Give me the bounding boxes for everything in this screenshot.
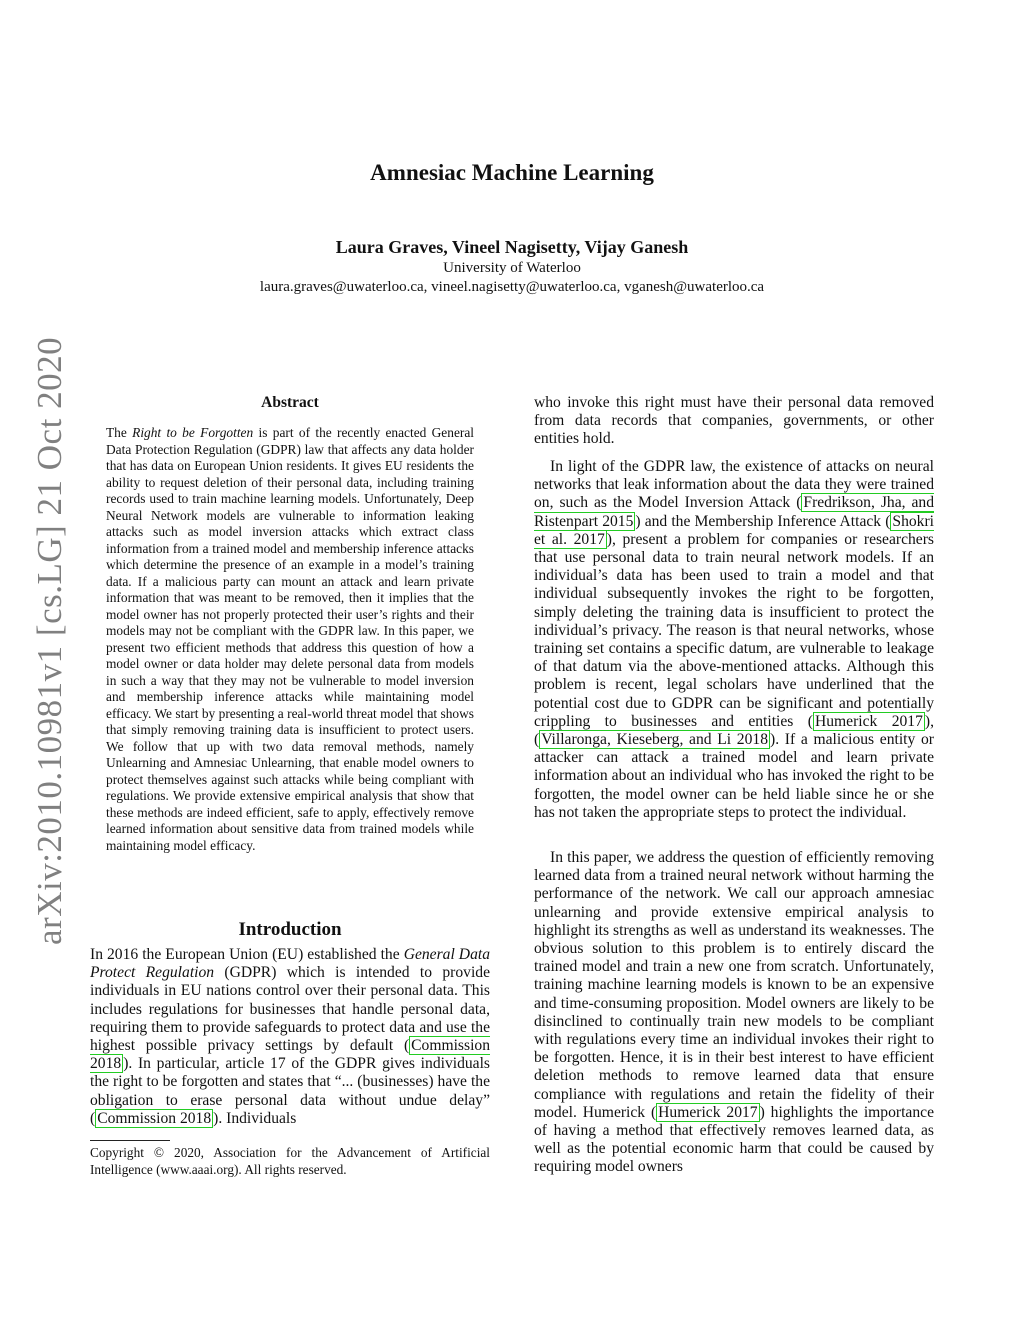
- paragraph-text: who invoke this right must have their personal data removed from data records that companies, governments, or other entities hold.: [534, 394, 934, 448]
- citation-link[interactable]: Humerick 2017: [658, 1103, 758, 1121]
- intro-text-3: ). In particular, article 17 of the GDPR gives individuals the right to be forgotten and states that “... (businesses) have the obligation to erase personal data without undue delay” (: [90, 1055, 490, 1127]
- intro-italic-term: General Data Protect Regulation: [90, 946, 490, 982]
- paragraph-text: ) and the Membership Inference Attack (: [635, 512, 891, 530]
- introduction-body: [90, 946, 490, 1128]
- abstract-heading: Abstract: [261, 394, 319, 411]
- paragraph-text: ), present a problem for companies or researchers that use personal data to train neural network models. If an individual’s data has been used to train a model and that individual subsequently invokes the right to be forgotten, simply deleting the training data is insufficient to protect the individual’s privacy. The reason is that neural networks, whose training set contains a specific datum, are vulnerable to leakage of that datum via the above-mentioned attacks. Although this problem is recent, legal scholars have underlined that the potential cost due to GDPR can be significant and potentially crippling to businesses and entities (: [534, 530, 934, 730]
- introduction-heading: Introduction: [238, 919, 342, 940]
- abstract-body: [106, 425, 474, 854]
- intro-text-1: In 2016 the European Union (EU) established the: [90, 946, 404, 963]
- paper-title: Amnesiac Machine Learning: [370, 160, 654, 185]
- copyright-footnote: Copyright © 2020, Association for the Advancement of Artificial Intelligence (www.aaai.org). All rights reserved.: [90, 1145, 490, 1177]
- paragraph-text: ),(: [534, 712, 934, 749]
- citation-link[interactable]: Shokri et al. 2017: [534, 512, 934, 548]
- citation-link[interactable]: Humerick 2017: [814, 712, 923, 730]
- right-column-paragraph-2: [534, 458, 934, 822]
- citation-link[interactable]: Commission 2018: [97, 1109, 212, 1127]
- citation-link[interactable]: Villaronga, Kieseberg, and Li 2018: [541, 731, 768, 749]
- right-column-paragraph-3: [534, 849, 934, 1177]
- paragraph-text: In this paper, we address the question of efficiently removing learned data from a trained neural network without harming the performance of the network. We call our approach amnesiac unlearning and provide extensive empirical analysis to highlight its strengths as well as understand its weaknesses. The obvious solution to this problem is to entirely discard the trained model and train a new one from scratch. Unfortunately, training machine learning models is known to be an expensive and time-consuming proposition. Model owners are likely to be disinclined to continually train new models to be compliant with regulations every time an individual invokes their right to be forgotten. Hence, it is in their best interest to have efficient deletion methods to remove learned data that ensure compliance with regulations and retain the fidelity of their model. Humerick (: [534, 849, 934, 1121]
- paragraph-text: In light of the GDPR law, the existence of attacks on neural networks that leak information about the data they were trained on, such as the Model Inversion Attack (: [534, 458, 934, 512]
- intro-text-2: (GDPR) which is intended to provide individuals in EU nations control over their personal data. This includes regulations for businesses that handle personal data, requiring them to provide safeguards to protect data and use the highest possible privacy settings by default (: [90, 964, 490, 1055]
- paragraph-text: ). If a malicious entity or attacker can attack a trained model and learn private information about an individual who has invoked the right to be forgotten, the model owner can be held liable since he or she has not taken the appropriate steps to protect the individual.: [534, 731, 934, 821]
- right-column-paragraph-1: [534, 394, 934, 449]
- citation-link[interactable]: Commission 2018: [90, 1037, 490, 1073]
- abstract-text-rest: is part of the recently enacted General Data Protection Regulation (GDPR) law that affects any data holder that has data on European Union residents. It gives EU residents the ability to request deletion of their personal data, including training records used to train machine learning models. Unfortunately, Deep Neural Network models are vulnerable to information leaking attacks such as model inversion attacks which extract class information from a trained model and membership inference attacks which determine the presence of an example in a model’s training data. If a malicious party can mount an attack and learn private information that was meant to be removed, then it implies that the model owner has not properly protected their user’s rights and their models may not be compliant with the GDPR law. In this paper, we present two efficient methods that address this question of how a model owner or data holder may delete personal data from models in such a way that they may not be vulnerable to model inversion and membership inference attacks while maintaining model efficacy. We start by presenting a real-world threat model that shows that simply removing training data is insufficient to protect users. We follow that up with two data removal methods, namely Unlearning and Amnesiac Unlearning, that enable model owners to protect themselves against such attacks while being compliant with regulations. We provide extensive empirical analysis that show that these methods are indeed efficient, safe to apply, effectively remove learned information about sensitive data from trained models while maintaining model efficacy.: [106, 425, 475, 853]
- paragraph-text: ) highlights the importance of having a method that effectively removes learned data, as well as the potential economic harm that could be caused by requiring model owners: [534, 1103, 934, 1176]
- author-emails: laura.graves@uwaterloo.ca, vineel.nagisetty@uwaterloo.ca, vganesh@uwaterloo.ca: [259, 279, 765, 295]
- abstract-text-start: The: [106, 425, 133, 440]
- intro-text-4: ). Individuals: [213, 1109, 297, 1127]
- footnote-divider: [90, 1140, 170, 1141]
- author-affiliation: University of Waterloo: [443, 260, 581, 276]
- arxiv-identifier: arXiv:2010.10981v1 [cs.LG] 21 Oct 2020: [30, 336, 69, 945]
- citation-link[interactable]: Fredrikson, Jha, and Ristenpart 2015: [534, 494, 934, 530]
- abstract-italic-term: Right to be Forgotten: [132, 425, 254, 440]
- paper-authors: Laura Graves, Vineel Nagisetty, Vijay Ganesh: [335, 237, 689, 257]
